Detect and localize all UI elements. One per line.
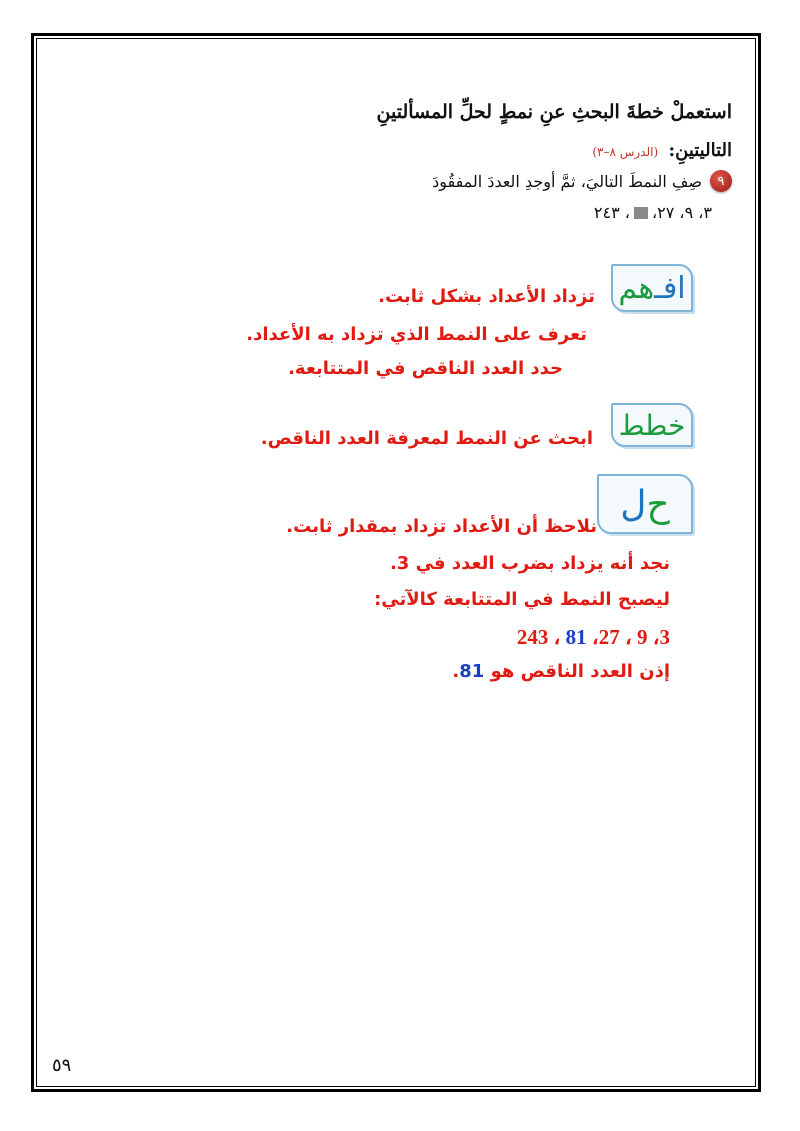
sequence-after: ، ٢٤٣: [593, 203, 630, 222]
plan-tag: خطط: [611, 403, 693, 447]
question-number-badge: ٩: [710, 170, 732, 192]
solve-line-1: نلاحظ أن الأعداد تزداد بمقدار ثابت.: [286, 516, 597, 537]
conclusion-line: [452, 661, 670, 682]
conclusion-prefix: إذن العدد الناقص هو: [490, 661, 670, 682]
page-number: ٥٩: [52, 1055, 72, 1076]
lesson-reference: (الدرس ٨–٣): [592, 145, 659, 159]
solve-tag-part-b: ل: [620, 483, 647, 525]
understand-line-1: تزداد الأعداد بشكل ثابت.: [378, 286, 595, 307]
solve-line-3: ليصبح النمط في المتتابعة كالآتي:: [374, 589, 670, 610]
question-sequence: [594, 203, 712, 222]
question-prompt: صِفِ النمطَ التاليَ، ثمَّ أوجدِ العددَ المفقُودَ: [432, 171, 702, 191]
understand-tag: [611, 264, 693, 312]
instruction-line-2: [592, 140, 732, 161]
understand-tag-part-b: هم: [618, 270, 655, 306]
understand-line-2: تعرف على النمط الذي تزداد به الأعداد.: [246, 324, 587, 345]
solved-sequence-end: ، 243: [516, 625, 561, 649]
plan-line-1: ابحث عن النمط لمعرفة العدد الناقص.: [260, 428, 593, 449]
solve-tag-part-a: ح: [646, 483, 670, 525]
solve-line-2: نجد أنه يزداد بضرب العدد في 3.: [389, 553, 670, 574]
conclusion-suffix: .: [452, 661, 460, 682]
instruction-line-2-text: التاليتينِ:: [668, 140, 732, 161]
conclusion-value: 81: [459, 661, 485, 682]
solve-tag: [597, 474, 693, 534]
solved-sequence-start: 3، 9 ، 27،: [591, 625, 670, 649]
understand-line-3: حدد العدد الناقص في المتتابعة.: [288, 358, 563, 379]
solved-sequence: [517, 625, 670, 650]
instruction-line-1: استعملْ خطةَ البحثِ عنِ نمطٍ لحلِّ المسألتينِ: [376, 101, 732, 123]
solved-sequence-missing-value: 81: [565, 625, 587, 649]
sequence-before: ٣، ٩، ٢٧،: [651, 203, 712, 222]
question-row: [432, 170, 732, 192]
missing-number-box: [634, 207, 648, 219]
understand-tag-part-a: افـ: [654, 270, 686, 306]
